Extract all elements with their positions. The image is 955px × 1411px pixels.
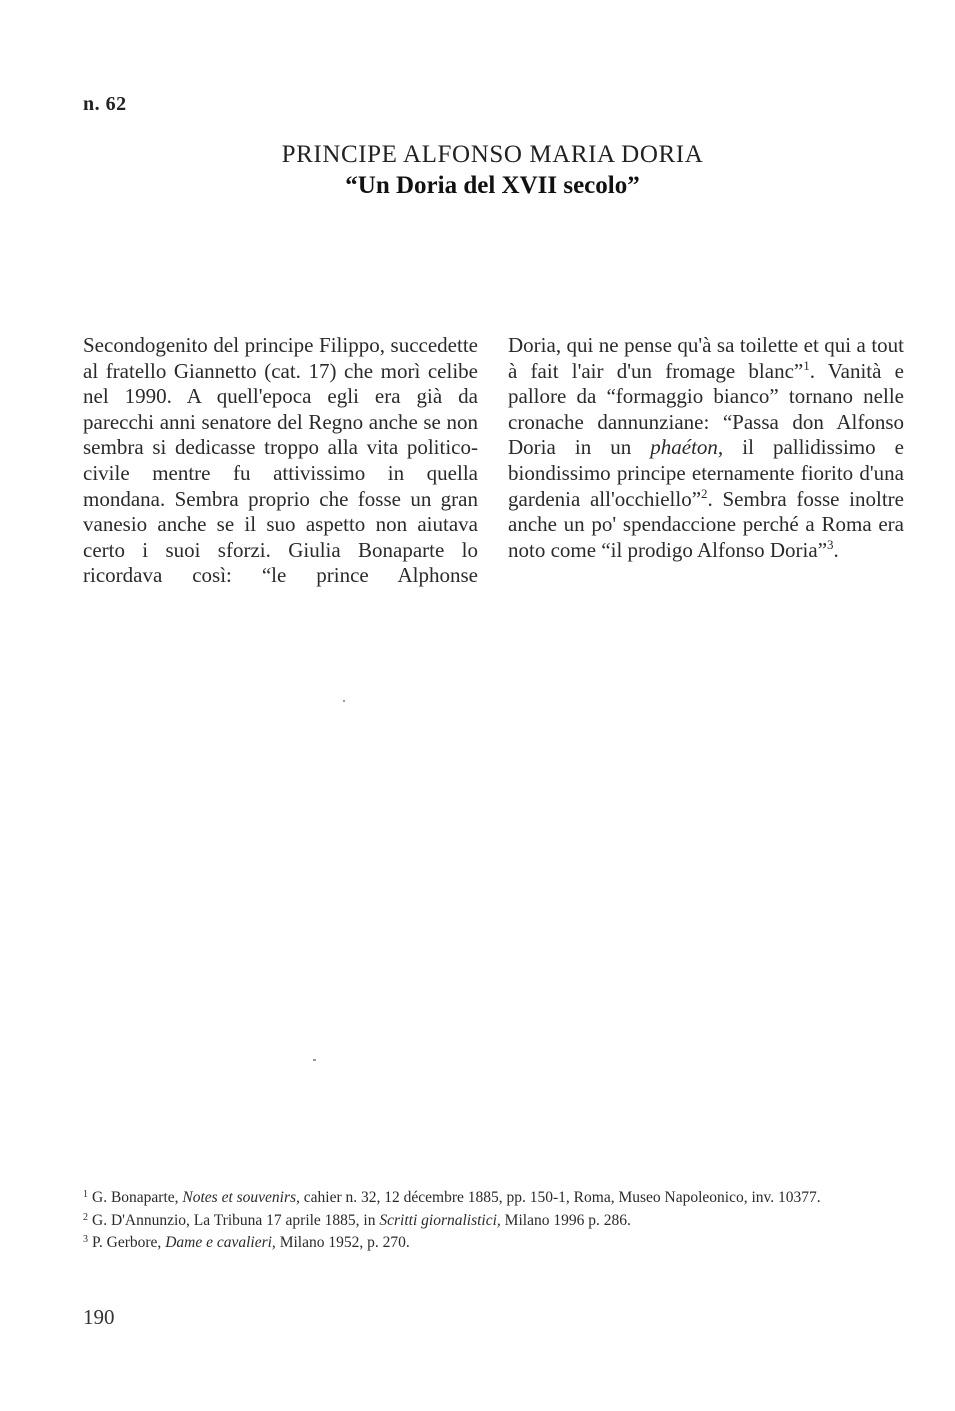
footnote-ref: 2 <box>701 485 708 501</box>
body-text: il pallidissimo e biondissimo principe eternamente fiorito d'una gardenia all'occhiello” <box>508 435 904 511</box>
footnote-number: 2 <box>83 1211 88 1223</box>
footnote-text: P. Gerbore, <box>92 1234 166 1251</box>
text-column-right <box>508 333 904 563</box>
body-paragraph-left: Secondogenito del principe Filippo, succedette al fratello Giannetto (cat. 17) che morì celibe nel 1990. A quell'epoca egli era già da parecchi anni senatore del Regno anche se non sembra si dedicasse troppo alla vita politico-civile mentre fu attivissimo in quella mondana. Sembra proprio che fosse un gran vanesio anche se il suo aspetto non aiutava certo i suoi sforzi. Giulia Bonaparte lo ricordava così: “le prince Alphonse <box>83 333 478 588</box>
footnote-text: Milano 1952, p. 270. <box>275 1234 410 1251</box>
footnote-text: cahier n. 32, 12 décembre 1885, pp. 150-1, Roma, Museo Napoleonico, inv. 10377. <box>299 1189 821 1206</box>
catalog-number: n. 62 <box>83 93 127 115</box>
title-block <box>0 140 955 202</box>
page-number: 190 <box>83 1305 115 1329</box>
footnote-title: Scritti giornalistici, <box>379 1211 501 1229</box>
footnote-text: G. D'Annunzio, La Tribuna 17 aprile 1885, in <box>92 1211 380 1229</box>
footnote-text: Milano 1996 p. 286. <box>500 1211 631 1229</box>
footnote-title: Notes et souvenirs, <box>182 1189 300 1206</box>
footnote-1 <box>83 1187 843 1210</box>
footnote-number: 1 <box>83 1189 88 1200</box>
scan-speck <box>343 700 345 702</box>
footnote-ref: 1 <box>803 357 810 373</box>
footnote-2 <box>83 1210 843 1233</box>
page-title: PRINCIPE ALFONSO MARIA DORIA <box>281 141 704 168</box>
body-text: . Sembra fosse inoltre anche un po' spendaccione perché a Roma era noto come “il prodigo Alfonso Doria” <box>508 486 904 562</box>
footnote-number: 3 <box>83 1234 88 1245</box>
footnote-ref: 3 <box>827 536 834 552</box>
body-text-italic: phaéton, <box>650 435 724 460</box>
footnote-3 <box>83 1232 843 1255</box>
body-text: . Vanità e pallore da “formaggio bianco” tornano nelle cronache dannunziane: “Passa don Alfonso Doria in un <box>508 358 904 460</box>
body-text: . <box>833 537 839 562</box>
body-paragraph-right <box>508 333 904 563</box>
page-subtitle: “Un Doria del XVII secolo” <box>345 172 640 199</box>
footnotes <box>83 1187 843 1255</box>
scan-speck <box>313 1059 316 1061</box>
footnote-title: Dame e cavalieri, <box>165 1234 276 1251</box>
text-column-left <box>83 333 478 589</box>
footnote-text: G. Bonaparte, <box>92 1189 183 1206</box>
body-text: Doria, qui ne pense qu'à sa toilette et qui a tout à fait l'air d'un fromage blanc” <box>508 333 904 383</box>
